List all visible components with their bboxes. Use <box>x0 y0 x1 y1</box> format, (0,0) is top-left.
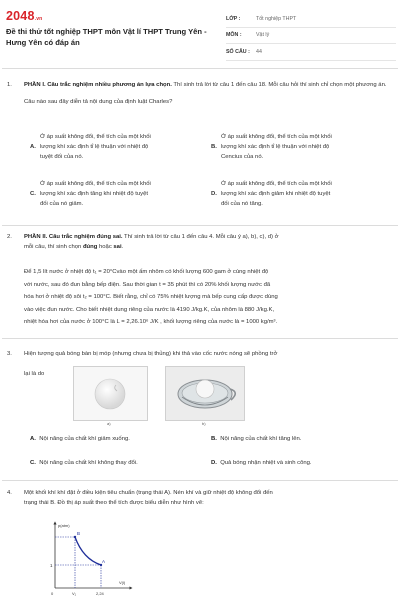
dented-ball-image <box>73 366 148 421</box>
question-2-passage: Để 1,5 lít nước ở nhiệt độ t₁ = 20°Cvào một ấm nhôm có khối lượng 600 gam ở cùng nhiệt độ với nước, sau đó đun bằng bếp điện. Sau thời gian t = 35 phút thì có 20% khối lượng nước đã hóa hơi ở nhiệt độ sôi t₂ = 100°C. Biết rằng, chỉ có 75% nhiệt lượng mà bếp cung cấp được dùng vào việc đun nước. Cho biết nhiệt dung riêng của nước là 4190 J/kg.K, của nhôm là 880 J/kg.K, nhiệt hóa hơi của nước ở 100°C là L = 2,26.10⁶ J/K , khối lượng riêng của nước là = 1000 kg/m³. <box>24 269 278 325</box>
section-heading: PHẦN II. Câu trắc nghiệm đúng sai. <box>24 234 123 240</box>
y-axis-label: p(atm) <box>58 523 70 528</box>
info-row-count: SỐ CÂU : 44 <box>226 44 396 61</box>
option-a[interactable]: A. Nội năng của chất khí giảm xuống. <box>30 436 130 442</box>
option-d[interactable]: D. Quả bóng nhận nhiệt và sinh công. <box>211 460 312 466</box>
image-caption-b: b) <box>202 421 206 426</box>
divider <box>2 225 398 226</box>
section-intro: Thí sinh trả lời từ câu 1 đến câu 4. Mỗi câu ý a), b), c), d) ở <box>122 234 279 240</box>
ball-in-hot-cup-image <box>165 366 245 421</box>
question-3: 3. Hiện tượng quả bóng bàn bị móp (nhưng chưa bị thủng) khi thả vào cốc nước nóng sẽ phồng trở lại là do <box>7 351 278 377</box>
document-header <box>0 0 400 62</box>
question-number: 1. <box>7 82 12 88</box>
point-a <box>100 564 102 566</box>
site-logo[interactable]: 2048.vn <box>6 9 43 23</box>
image-caption-a: a) <box>107 421 111 426</box>
divider <box>2 480 398 481</box>
x-tick-2-24: 2,24 <box>96 591 104 596</box>
point-b <box>74 536 76 538</box>
page-title: Đề thi thử tốt nghiệp THPT môn Vật lí THPT Trung Yên - Hưng Yên có đáp án <box>6 27 207 47</box>
divider <box>2 68 398 69</box>
question-4: 4. Một khối khí khí đặt ở điều kiện tiêu chuẩn (trạng thái A). Nén khí và giữ nhiệt độ không đổi đến trạng thái B. Đồ thị áp suất theo thể tích được biểu diễn như hình vẽ: <box>7 490 273 506</box>
option-b[interactable]: B. Nội năng của chất khí tăng lên. <box>211 436 302 442</box>
origin-label: 0 <box>51 591 54 596</box>
x-tick-v1: V₁ <box>72 591 77 596</box>
divider <box>2 338 398 339</box>
option-b[interactable]: B. Ở áp suất không đổi, thể tích của một khối lượng khí xác định tỉ lệ thuận với nhiệt độ Cencius của nó. <box>211 134 332 160</box>
x-axis-label: V(l) <box>119 580 126 585</box>
info-row-subject: MÔN : Vật lý <box>226 28 396 45</box>
section-heading: PHẦN I. Câu trắc nghiệm nhiều phương án lựa chọn. <box>24 82 172 88</box>
question-text: Câu nào sau đây diễn tả nội dung của định luật Charles? <box>24 99 173 105</box>
y-tick-label: 1 <box>50 563 53 568</box>
question-2: 2. PHẦN II. Câu trắc nghiệm đúng sai. Thí sinh trả lời từ câu 1 đến câu 4. Mỗi câu ý a), b), c), d) ở mỗi câu, thí sinh chọn đúng hoặc sai. <box>7 234 279 250</box>
exam-info <box>226 11 396 61</box>
point-b-label: B <box>77 531 81 536</box>
option-c[interactable]: C. Nội năng của chất khí không thay đổi. <box>30 460 138 466</box>
option-c[interactable]: C. Ở áp suất không đổi, thể tích của một khối lượng khí xác định tăng khi nhiệt độ tuyệt đối của nó giảm. <box>30 181 151 207</box>
option-d[interactable]: D. Ở áp suất không đổi, thể tích của một khối lượng khí xác định giảm khi nhiệt độ tuyệt đối của nó tăng. <box>211 181 332 207</box>
pv-graph <box>39 520 134 598</box>
info-row-class: LỚP : Tốt nghiệp THPT <box>226 11 396 28</box>
section-intro: Thí sinh trả lời từ câu 1 đến câu 18. Mỗi câu hỏi thí sinh chỉ chọn một phương án. <box>171 82 387 88</box>
option-a[interactable]: A. Ở áp suất không đổi, thể tích của một khối lượng khí xác định tỉ lệ thuận với nhiệt độ tuyệt đối của nó. <box>30 134 151 160</box>
question-number: 3. <box>7 351 12 357</box>
question-number: 2. <box>7 234 12 240</box>
point-a-label: A <box>102 559 106 564</box>
question-number: 4. <box>7 490 12 496</box>
isotherm-curve <box>75 537 101 565</box>
